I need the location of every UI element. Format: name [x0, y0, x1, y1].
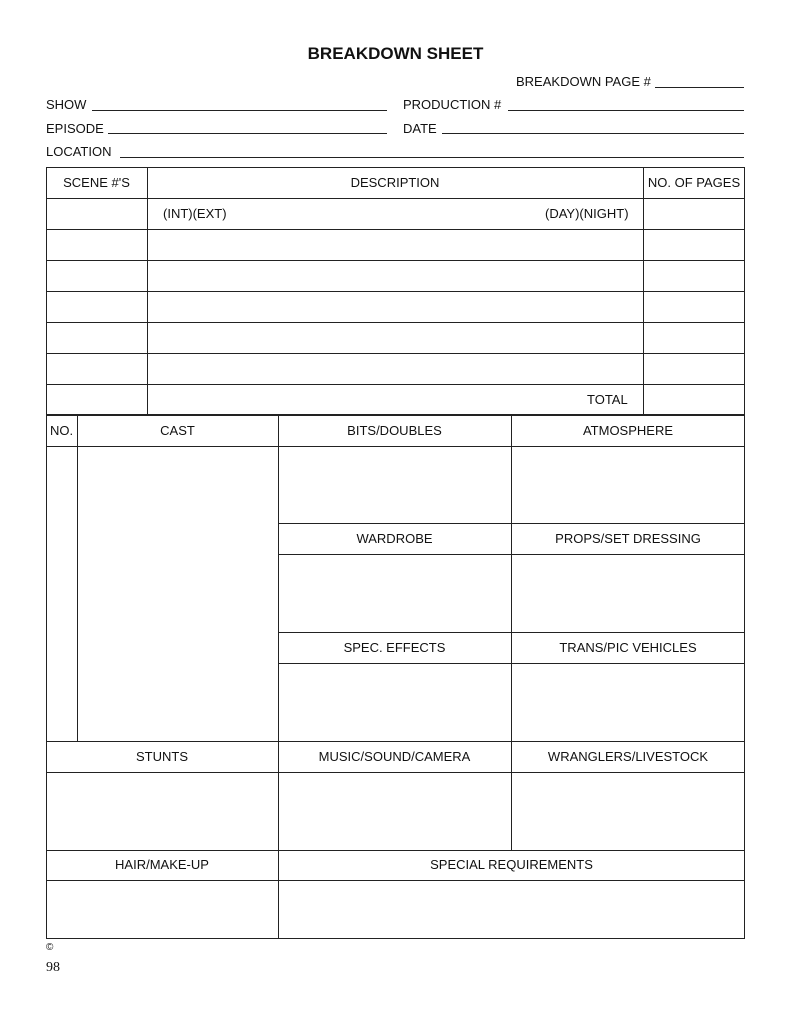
breakdown-page-field[interactable] [655, 87, 744, 88]
header-underline [46, 446, 745, 447]
props-set-dressing-header: PROPS/SET DRESSING [555, 531, 701, 546]
date-field[interactable] [442, 133, 744, 134]
production-label: PRODUCTION # [403, 97, 502, 112]
no-col-divider [77, 415, 78, 741]
production-field[interactable] [508, 110, 744, 111]
special-requirements-header: SPECIAL REQUIREMENTS [430, 857, 593, 872]
section-divider [46, 880, 745, 881]
scene-header: SCENE #'S [63, 175, 130, 190]
row-divider [46, 229, 745, 230]
pages-header: NO. OF PAGES [647, 175, 741, 190]
row-divider [46, 260, 745, 261]
row-divider [46, 353, 745, 354]
day-night-label: (DAY)(NIGHT) [545, 206, 629, 221]
row-divider [46, 198, 745, 199]
section-divider [278, 554, 745, 555]
breakdown-page-label: BREAKDOWN PAGE # [516, 74, 651, 89]
row-divider [46, 291, 745, 292]
show-label: SHOW [46, 97, 87, 112]
wardrobe-header: WARDROBE [356, 531, 433, 546]
total-label: TOTAL [587, 392, 628, 407]
bits-doubles-header: BITS/DOUBLES [347, 423, 442, 438]
description-header: DESCRIPTION [350, 175, 440, 190]
section-divider [46, 850, 745, 851]
row-divider [46, 384, 745, 385]
episode-field[interactable] [108, 133, 387, 134]
section-divider [46, 741, 745, 742]
atmosphere-header: ATMOSPHERE [582, 423, 674, 438]
episode-label: EPISODE [46, 121, 104, 136]
section-divider [46, 772, 745, 773]
spec-effects-header: SPEC. EFFECTS [343, 640, 446, 655]
copyright-symbol: © [46, 942, 54, 953]
hair-makeup-header: HAIR/MAKE-UP [115, 857, 209, 872]
no-header: NO. [49, 423, 74, 438]
row-divider [46, 322, 745, 323]
wranglers-livestock-header: WRANGLERS/LIVESTOCK [547, 749, 709, 764]
section-divider [278, 663, 745, 664]
int-ext-label: (INT)(EXT) [163, 206, 227, 221]
location-label: LOCATION [46, 144, 112, 159]
page-title: BREAKDOWN SHEET [307, 44, 484, 63]
date-label: DATE [403, 121, 437, 136]
music-sound-camera-header: MUSIC/SOUND/CAMERA [318, 749, 471, 764]
section-divider [278, 632, 745, 633]
stunts-header: STUNTS [136, 749, 188, 764]
section-divider [278, 523, 745, 524]
location-field[interactable] [120, 157, 744, 158]
show-field[interactable] [92, 110, 387, 111]
trans-pic-vehicles-header: TRANS/PIC VEHICLES [559, 640, 697, 655]
page-number: 98 [46, 960, 60, 975]
cast-header: CAST [160, 423, 195, 438]
